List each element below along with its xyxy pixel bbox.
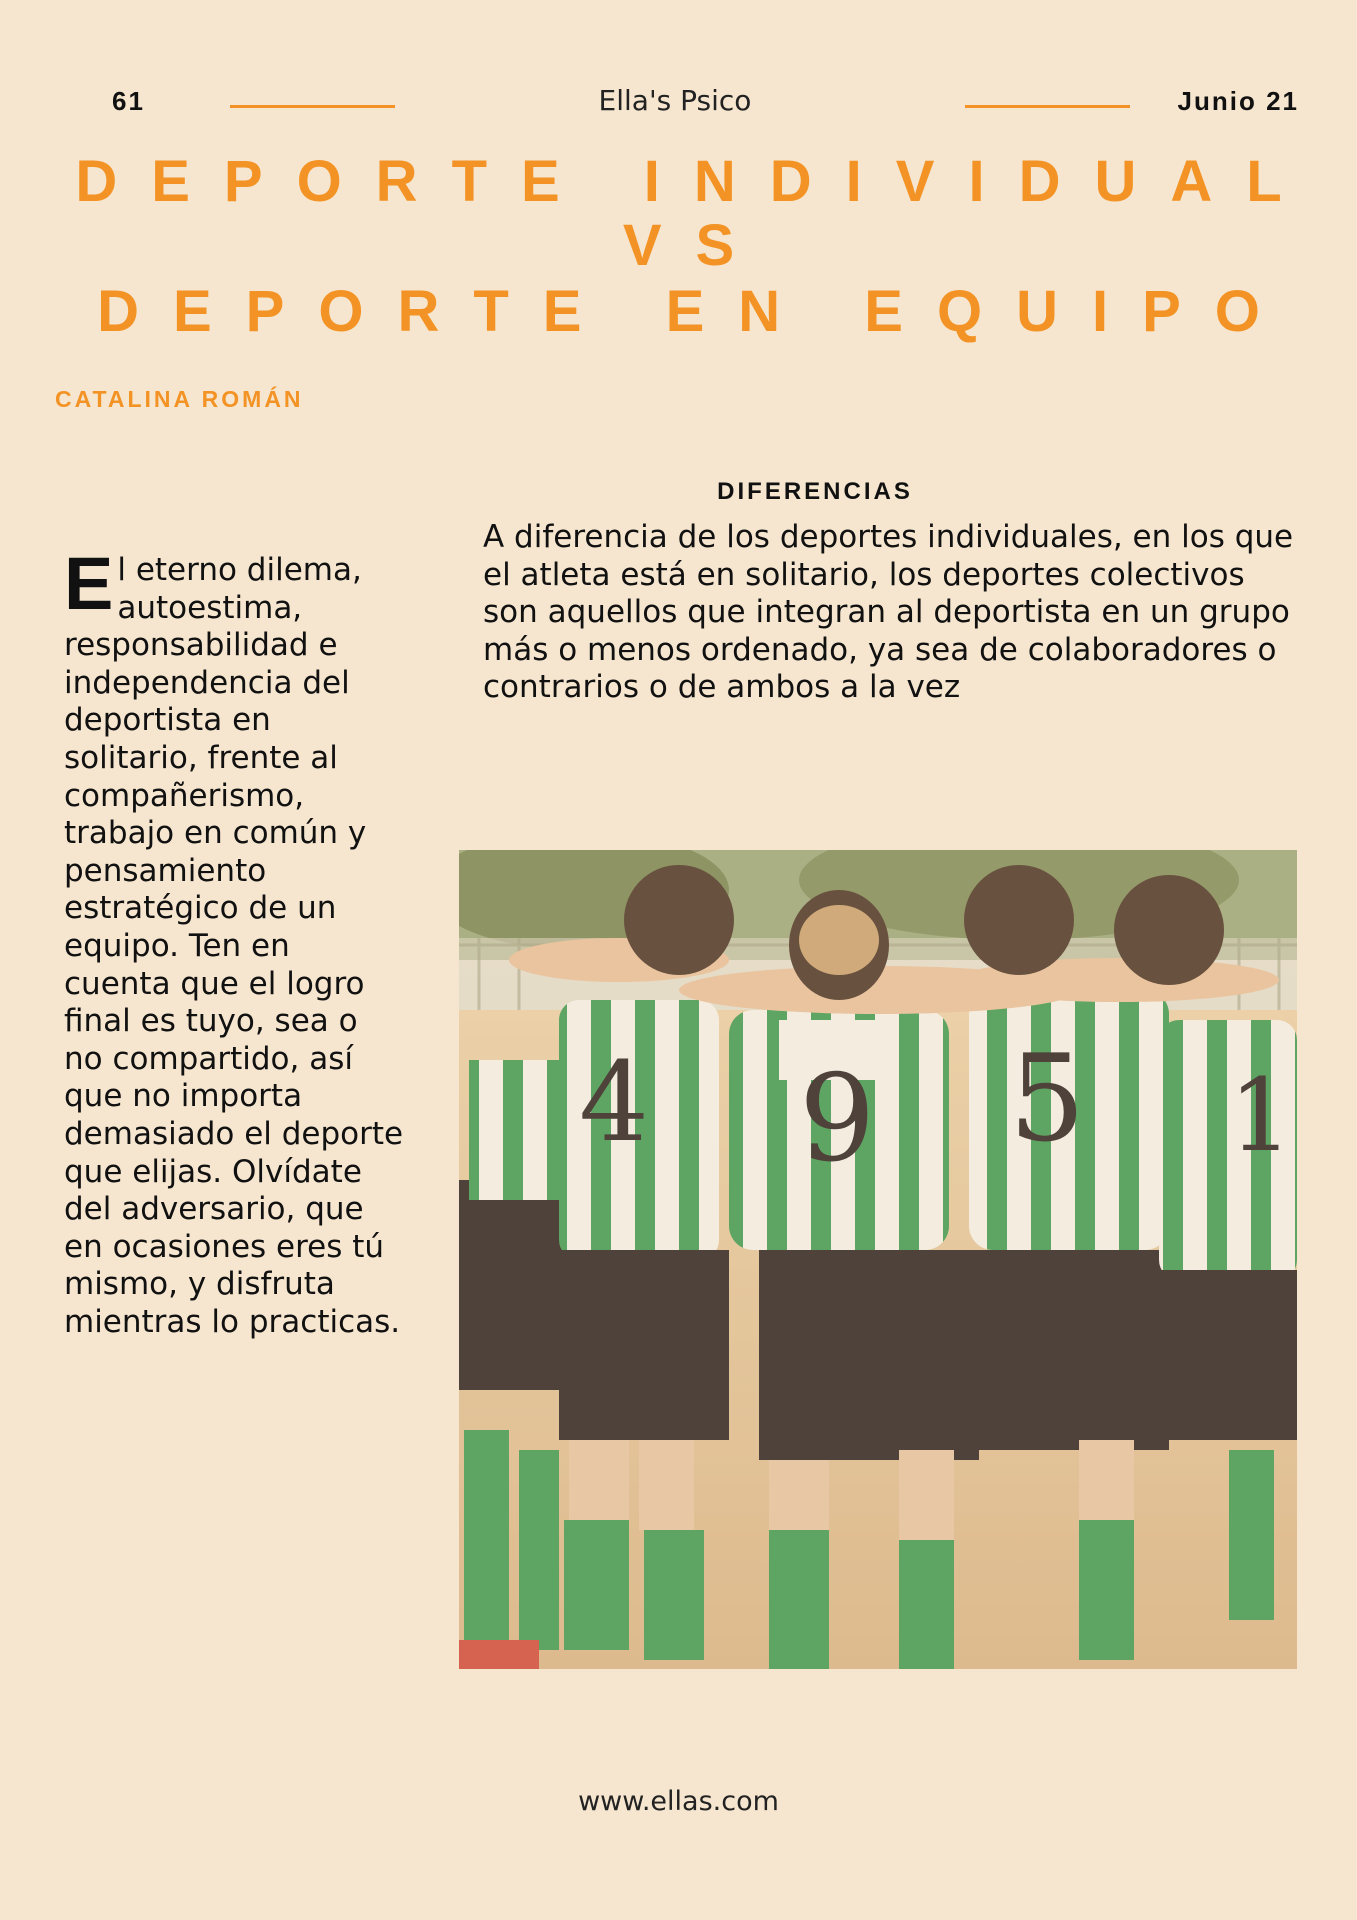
title-line-2: VS — [622, 213, 769, 278]
article-title — [0, 150, 1357, 346]
svg-text:9: 9 — [799, 1050, 876, 1189]
author-byline: CATALINA ROMÁN — [55, 386, 304, 412]
svg-text:5: 5 — [1009, 1030, 1086, 1169]
magazine-name: Ella's Psico — [598, 84, 752, 117]
left-column-text — [64, 542, 404, 1341]
section-body: A diferencia de los deportes individuales, en los que el atleta está en solitario, los deportes colectivos son aquellos que integran al deportista en un grupo más o menos ordenado, ya sea de colaboradores o contrarios o de ambos a la vez — [483, 519, 1294, 705]
title-line-1: DEPORTE INDIVIDUAL — [75, 149, 1316, 214]
header-rule-right — [965, 105, 1130, 108]
section-heading: DIFERENCIAS — [717, 478, 913, 505]
page-number: 61 — [112, 86, 145, 116]
team-huddle-photo — [459, 850, 1297, 1669]
svg-text:1: 1 — [1229, 1057, 1293, 1174]
drop-cap: E — [64, 542, 114, 625]
issue-date: Junio 21 — [1177, 86, 1299, 116]
title-line-3: DEPORTE EN EQUIPO — [97, 279, 1294, 344]
header-rule-left — [230, 105, 395, 108]
footer-website[interactable]: www.ellas.com — [578, 1786, 779, 1817]
svg-text:4: 4 — [579, 1038, 649, 1166]
left-column-body: l eterno dilema, autoestima, responsabilidad e independencia del deportista en solitario, frente al compañerismo, trabajo en común y pensamiento estratégico de un equipo. Ten en cuenta que el logro final es tuyo, sea o no compartido, así que no importa demasiado el deporte que elijas. Olvídate del adversario, que en ocasiones eres tú mismo, y disfruta mientras lo practicas. — [64, 552, 404, 1340]
